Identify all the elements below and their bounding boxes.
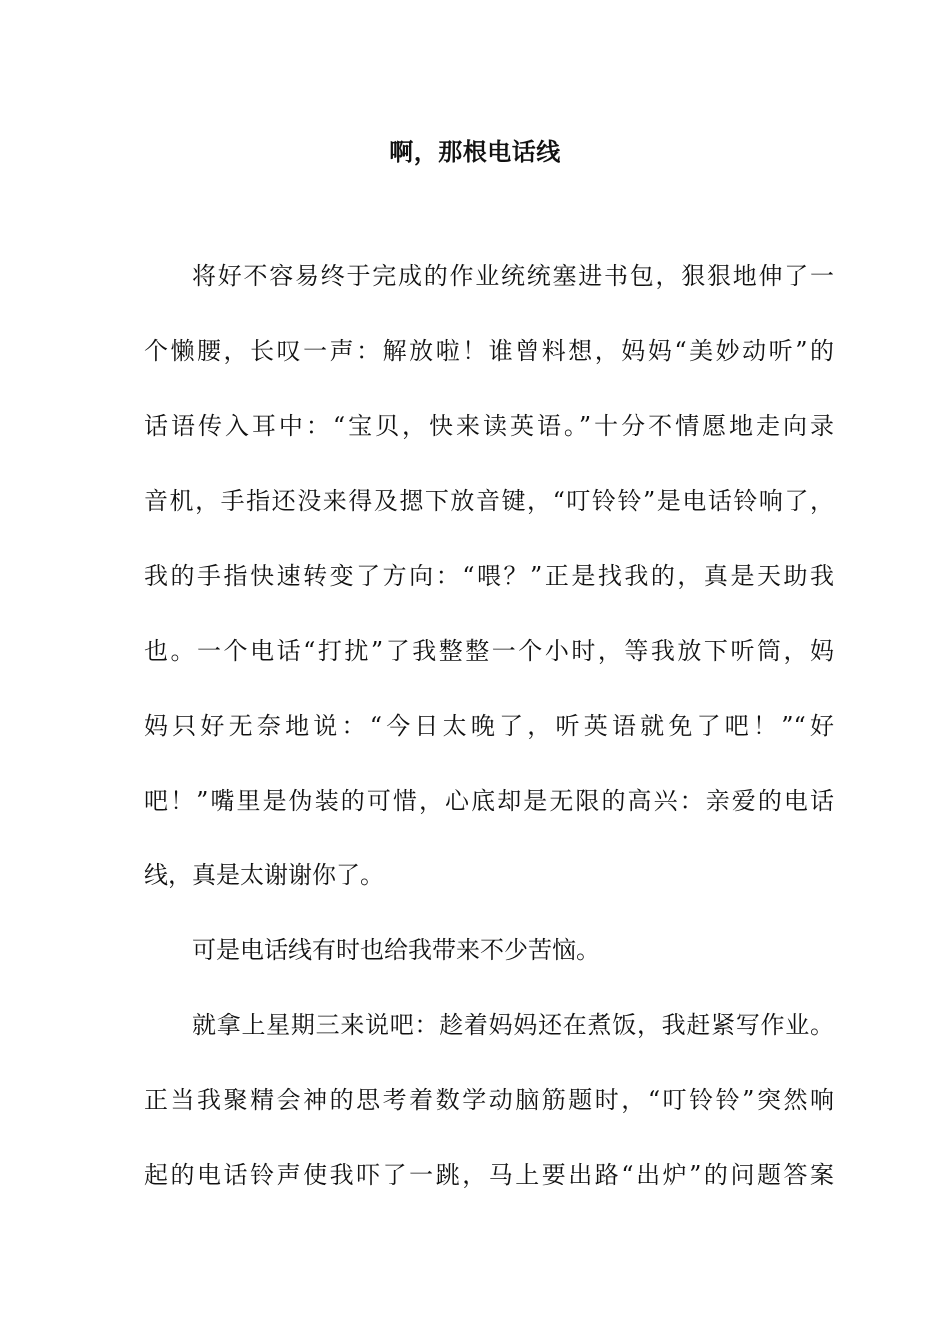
paragraph-line: 就拿上星期三来说吧：趁着妈妈还在煮饭，我赶紧写作业。 xyxy=(192,1011,834,1039)
paragraph-line: 可是电话线有时也给我带来不少苦恼。 xyxy=(192,936,600,964)
paragraph-line: 吧！”嘴里是伪装的可惜，心底却是无限的高兴：亲爱的电话 xyxy=(144,787,834,815)
paragraph-line: 线，真是太谢谢你了。 xyxy=(144,861,384,889)
paragraph-line: 也。一个电话“打扰”了我整整一个小时，等我放下听筒，妈 xyxy=(144,637,834,665)
paragraph-line: 妈只好无奈地说：“今日太晚了，听英语就免了吧！”“好 xyxy=(144,712,834,740)
paragraph-line: 正当我聚精会神的思考着数学动脑筋题时，“叮铃铃”突然响 xyxy=(144,1086,834,1114)
paragraph-line: 起的电话铃声使我吓了一跳，马上要出路“出炉”的问题答案 xyxy=(144,1161,834,1189)
paragraph-line: 话语传入耳中：“宝贝，快来读英语。”十分不情愿地走向录 xyxy=(144,412,834,440)
paragraph-line: 个懒腰，长叹一声：解放啦！谁曾料想，妈妈“美妙动听”的 xyxy=(144,337,834,365)
paragraph-line: 将好不容易终于完成的作业统统塞进书包，狠狠地伸了一 xyxy=(192,262,834,290)
paragraph-line: 音机，手指还没来得及摁下放音键，“叮铃铃”是电话铃响了， xyxy=(144,487,834,515)
document-title: 啊，那根电话线 xyxy=(389,137,561,166)
paragraph-line: 我的手指快速转变了方向：“喂？”正是找我的，真是天助我 xyxy=(144,562,834,590)
